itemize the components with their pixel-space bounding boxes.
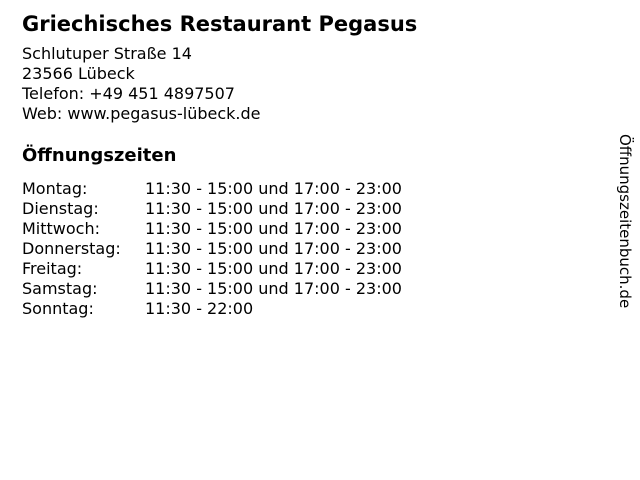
page-title: Griechisches Restaurant Pegasus (22, 12, 418, 36)
table-row (22, 239, 417, 259)
website-line: Web: www.pegasus-lübeck.de (22, 104, 261, 123)
oeffnungszeitenbuch-watermark-link[interactable]: Öffnungszeitenbuch.de (616, 134, 634, 309)
day-label: Montag: (22, 179, 88, 198)
address-block (22, 44, 417, 124)
table-row (22, 299, 417, 319)
table-row (22, 259, 417, 279)
table-row (22, 179, 417, 199)
day-label: Freitag: (22, 259, 83, 278)
table-row (22, 199, 417, 219)
day-label: Samstag: (22, 279, 98, 298)
address-street: Schlutuper Straße 14 (22, 44, 192, 63)
opening-hours-heading: Öffnungszeiten (22, 145, 177, 166)
day-label: Dienstag: (22, 199, 99, 218)
time-value: 11:30 - 15:00 und 17:00 - 23:00 (145, 259, 402, 278)
time-value: 11:30 - 15:00 und 17:00 - 23:00 (145, 219, 402, 238)
phone-line: Telefon: +49 451 4897507 (22, 84, 235, 103)
time-value: 11:30 - 15:00 und 17:00 - 23:00 (145, 239, 402, 258)
table-row (22, 219, 417, 239)
table-row (22, 279, 417, 299)
time-value: 11:30 - 15:00 und 17:00 - 23:00 (145, 179, 402, 198)
restaurant-info (22, 12, 417, 319)
address-city: 23566 Lübeck (22, 64, 135, 83)
opening-hours-table (22, 179, 417, 319)
day-label: Sonntag: (22, 299, 94, 318)
day-label: Donnerstag: (22, 239, 121, 258)
time-value: 11:30 - 22:00 (145, 299, 254, 318)
time-value: 11:30 - 15:00 und 17:00 - 23:00 (145, 279, 402, 298)
day-label: Mittwoch: (22, 219, 100, 238)
time-value: 11:30 - 15:00 und 17:00 - 23:00 (145, 199, 402, 218)
